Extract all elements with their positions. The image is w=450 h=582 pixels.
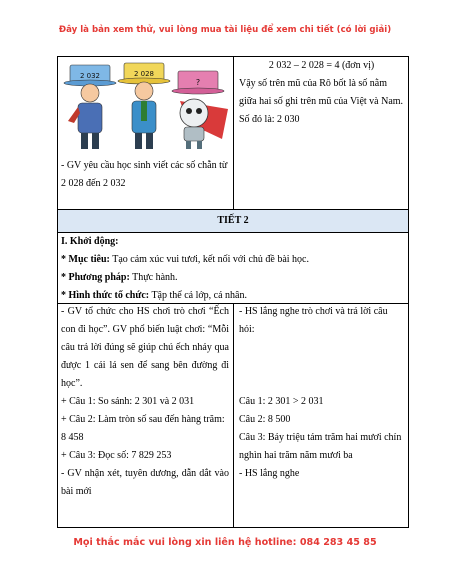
teacher-q3: + Câu 3: Đọc số: 7 829 253 bbox=[61, 450, 172, 461]
teacher-closing: - GV nhận xét, tuyên dương, dẫn dắt vào bài mới bbox=[61, 468, 229, 497]
lesson-table bbox=[57, 56, 409, 528]
teacher-q2-value: 8 458 bbox=[61, 432, 84, 443]
explanation: Vậy số trên mũ của Rô bốt là số nằm giữa hai số ghi trên mũ của Việt và Nam. bbox=[239, 78, 404, 107]
student-a2: Câu 2: 8 500 bbox=[239, 414, 291, 425]
student-a3: Câu 3: Bảy triệu tám trăm hai mươi chín nghìn hai trăm năm mươi ba bbox=[239, 432, 402, 461]
top-left-cell-text: - GV yêu cầu học sinh viết các số chẵn từ 2 028 đến 2 032 bbox=[61, 160, 228, 189]
intro-heading: I. Khởi động: bbox=[61, 236, 119, 247]
preview-banner: Đây là bản xem thử, vui lòng mua tài liệu để xem chi tiết (có lời giải) bbox=[58, 25, 392, 35]
teacher-q1: + Câu 1: So sánh: 2 301 và 2 031 bbox=[61, 396, 195, 407]
characters-illustration bbox=[62, 61, 230, 153]
row-divider bbox=[58, 209, 408, 210]
spacer bbox=[239, 339, 405, 393]
teacher-q2: + Câu 2: Làm tròn số sau đến hàng trăm: bbox=[61, 414, 225, 425]
result: Số đó là: 2 030 bbox=[239, 114, 300, 125]
intro-form: * Hình thức tổ chức: Tập thể cả lớp, cá nhân. bbox=[61, 290, 247, 301]
top-right-cell bbox=[239, 57, 404, 129]
section-title: TIẾT 2 bbox=[217, 215, 249, 226]
hat-label-middle: 2 028 bbox=[133, 70, 155, 78]
hat-label-robot: ? bbox=[195, 78, 201, 87]
student-intro: - HS lắng nghe trò chơi và trả lời câu hỏi: bbox=[239, 306, 388, 335]
hotline-banner: Mọi thắc mắc vui lòng xin liên hệ hotline: 084 283 45 85 bbox=[73, 537, 377, 548]
student-closing: - HS lắng nghe bbox=[239, 468, 300, 479]
student-a1: Câu 1: 2 301 > 2 031 bbox=[239, 396, 324, 407]
divider-bottom bbox=[233, 303, 234, 527]
equation: 2 032 – 2 028 = 4 (đơn vị) bbox=[268, 60, 375, 71]
intro-goal: * Mục tiêu: Tạo cảm xúc vui tươi, kết nối với chủ đề bài học. bbox=[61, 254, 309, 265]
intro-block bbox=[61, 233, 406, 305]
intro-method: * Phương pháp: Thực hành. bbox=[61, 272, 178, 283]
teacher-column bbox=[61, 303, 229, 501]
student-column bbox=[239, 303, 405, 483]
divider-top bbox=[233, 57, 234, 209]
hat-label-left: 2 032 bbox=[79, 72, 101, 80]
teacher-intro: - GV tổ chức cho HS chơi trò chơi “Ếch con đi học”. GV phổ biến luật chơi: “Mỗi câu trả lời đúng sẽ giúp chú ếch nhảy qua được 1 cái lá sen để sang bên đường đi học”. bbox=[61, 306, 229, 389]
